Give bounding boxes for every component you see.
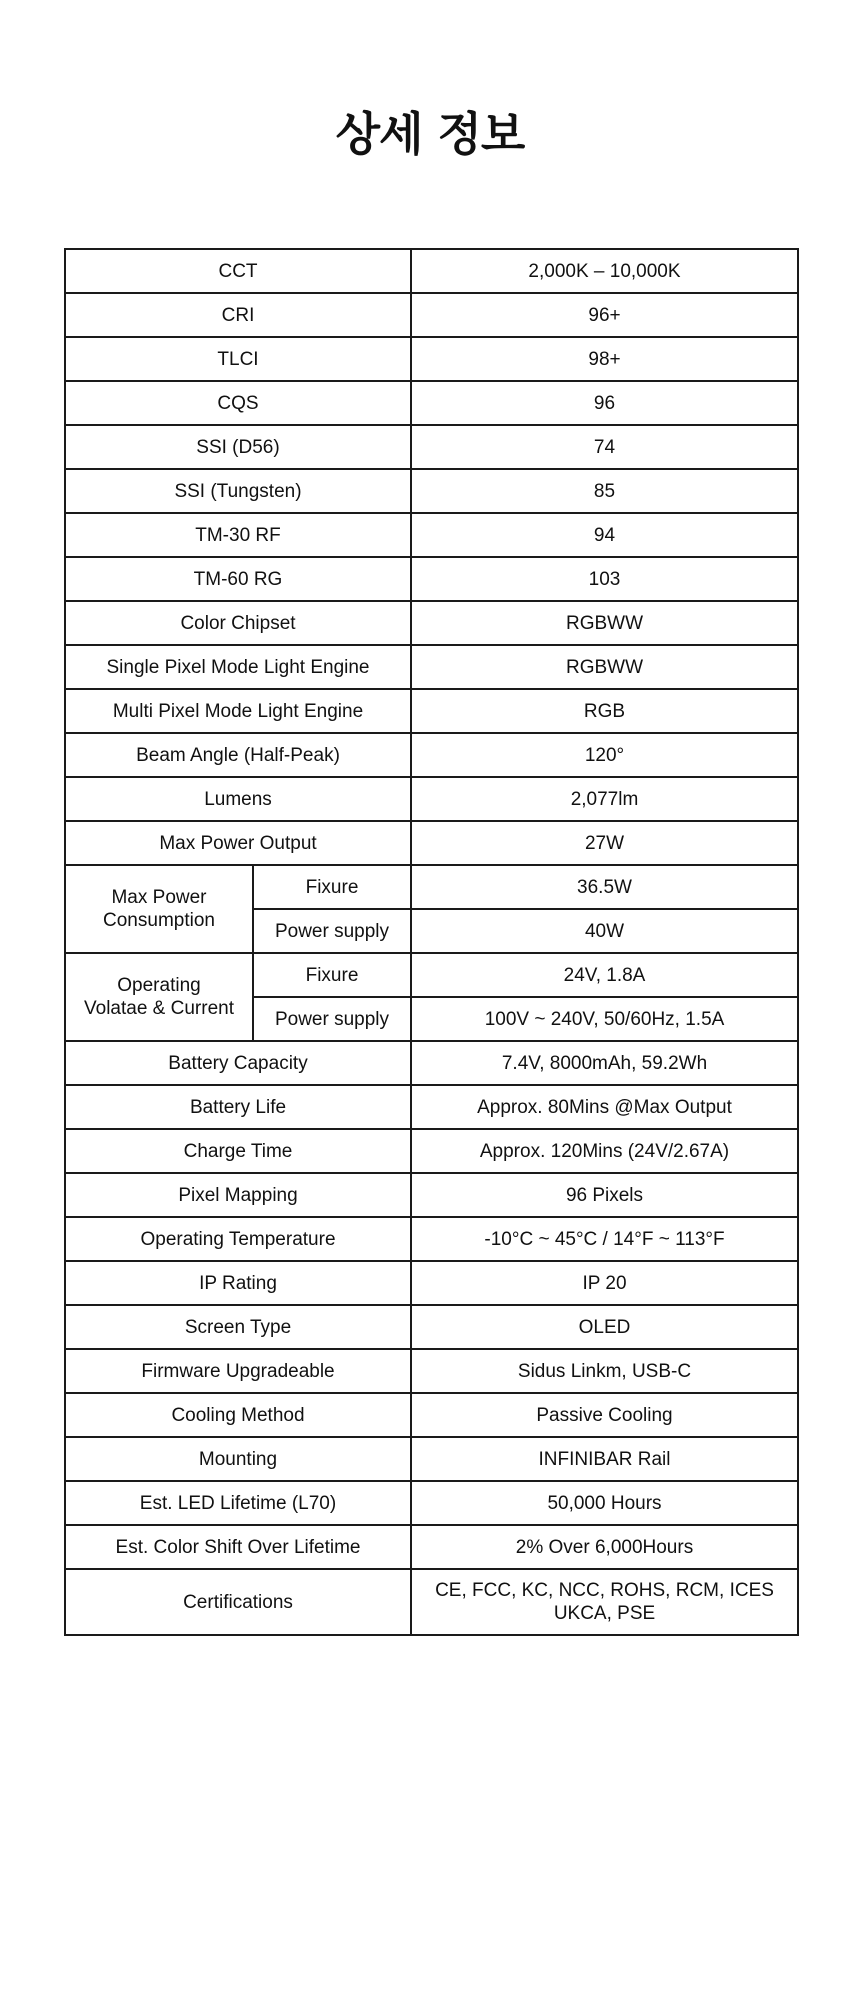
spec-label: TM-60 RG <box>65 557 411 601</box>
spec-value: 74 <box>411 425 798 469</box>
spec-label: Charge Time <box>65 1129 411 1173</box>
spec-label: Color Chipset <box>65 601 411 645</box>
table-row <box>65 513 798 557</box>
spec-value: 120° <box>411 733 798 777</box>
spec-label: Cooling Method <box>65 1393 411 1437</box>
spec-value: 2,077lm <box>411 777 798 821</box>
spec-label: Lumens <box>65 777 411 821</box>
spec-label: Screen Type <box>65 1305 411 1349</box>
table-row <box>65 469 798 513</box>
spec-label: CRI <box>65 293 411 337</box>
spec-label: Certifications <box>65 1569 411 1635</box>
table-row <box>65 733 798 777</box>
table-row <box>65 249 798 293</box>
spec-label: Pixel Mapping <box>65 1173 411 1217</box>
spec-label: Mounting <box>65 1437 411 1481</box>
spec-value: 96+ <box>411 293 798 337</box>
spec-label: Operating Temperature <box>65 1217 411 1261</box>
spec-value: RGBWW <box>411 645 798 689</box>
spec-value: 98+ <box>411 337 798 381</box>
spec-sublabel: Fixure <box>253 953 411 997</box>
spec-label: IP Rating <box>65 1261 411 1305</box>
table-row <box>65 953 798 997</box>
spec-value: 2,000K – 10,000K <box>411 249 798 293</box>
spec-label: Est. LED Lifetime (L70) <box>65 1481 411 1525</box>
spec-label: Battery Capacity <box>65 1041 411 1085</box>
table-row <box>65 1525 798 1569</box>
label-line: Volatae & Current <box>84 998 234 1019</box>
spec-value: 7.4V, 8000mAh, 59.2Wh <box>411 1041 798 1085</box>
label-line: Max Power <box>111 887 207 908</box>
spec-label: Battery Life <box>65 1085 411 1129</box>
table-row <box>65 1041 798 1085</box>
table-row <box>65 293 798 337</box>
spec-value: 50,000 Hours <box>411 1481 798 1525</box>
page-title: 상세 정보 <box>335 107 525 161</box>
spec-value: 94 <box>411 513 798 557</box>
table-row <box>65 821 798 865</box>
table-row <box>65 1305 798 1349</box>
table-row <box>65 1437 798 1481</box>
power-consumption-label <box>65 865 253 953</box>
certifications-line: UKCA, PSE <box>553 1603 656 1624</box>
spec-value: 36.5W <box>411 865 798 909</box>
certifications-line: CE, FCC, KC, NCC, ROHS, RCM, ICES <box>435 1580 774 1601</box>
table-row <box>65 777 798 821</box>
table-row <box>65 601 798 645</box>
table-row <box>65 1129 798 1173</box>
spec-value: INFINIBAR Rail <box>411 1437 798 1481</box>
spec-label: Beam Angle (Half-Peak) <box>65 733 411 777</box>
table-row <box>65 1173 798 1217</box>
table-row <box>65 381 798 425</box>
table-row <box>65 425 798 469</box>
table-row <box>65 557 798 601</box>
spec-value: RGBWW <box>411 601 798 645</box>
spec-value: -10°C ~ 45°C / 14°F ~ 113°F <box>411 1217 798 1261</box>
spec-value: Sidus Linkm, USB-C <box>411 1349 798 1393</box>
spec-value: 40W <box>411 909 798 953</box>
spec-value: Approx. 80Mins @Max Output <box>411 1085 798 1129</box>
table-row <box>65 337 798 381</box>
table-row <box>65 1569 798 1635</box>
spec-sublabel: Power supply <box>253 909 411 953</box>
table-row <box>65 1481 798 1525</box>
table-row <box>65 1349 798 1393</box>
table-row <box>65 1393 798 1437</box>
spec-value: 96 Pixels <box>411 1173 798 1217</box>
table-row <box>65 1085 798 1129</box>
spec-value: IP 20 <box>411 1261 798 1305</box>
spec-value: 100V ~ 240V, 50/60Hz, 1.5A <box>411 997 798 1041</box>
spec-value: 27W <box>411 821 798 865</box>
label-line: Consumption <box>103 910 215 931</box>
spec-value: 103 <box>411 557 798 601</box>
spec-value: 2% Over 6,000Hours <box>411 1525 798 1569</box>
spec-sublabel: Power supply <box>253 997 411 1041</box>
table-row <box>65 865 798 909</box>
spec-label: Est. Color Shift Over Lifetime <box>65 1525 411 1569</box>
spec-value: Passive Cooling <box>411 1393 798 1437</box>
spec-value <box>411 1569 798 1635</box>
table-row <box>65 1217 798 1261</box>
table-row <box>65 689 798 733</box>
spec-table <box>64 248 799 1636</box>
label-line: Operating <box>117 975 201 996</box>
spec-value: 96 <box>411 381 798 425</box>
spec-label: Multi Pixel Mode Light Engine <box>65 689 411 733</box>
spec-label: CQS <box>65 381 411 425</box>
spec-label: Single Pixel Mode Light Engine <box>65 645 411 689</box>
table-row <box>65 645 798 689</box>
operating-voltage-label <box>65 953 253 1041</box>
spec-label: Firmware Upgradeable <box>65 1349 411 1393</box>
spec-value: OLED <box>411 1305 798 1349</box>
spec-value: 24V, 1.8A <box>411 953 798 997</box>
spec-label: TM-30 RF <box>65 513 411 557</box>
spec-sublabel: Fixure <box>253 865 411 909</box>
spec-value: RGB <box>411 689 798 733</box>
spec-value: Approx. 120Mins (24V/2.67A) <box>411 1129 798 1173</box>
spec-label: SSI (Tungsten) <box>65 469 411 513</box>
spec-label: Max Power Output <box>65 821 411 865</box>
spec-label: CCT <box>65 249 411 293</box>
spec-label: TLCI <box>65 337 411 381</box>
table-row <box>65 1261 798 1305</box>
spec-label: SSI (D56) <box>65 425 411 469</box>
spec-value: 85 <box>411 469 798 513</box>
